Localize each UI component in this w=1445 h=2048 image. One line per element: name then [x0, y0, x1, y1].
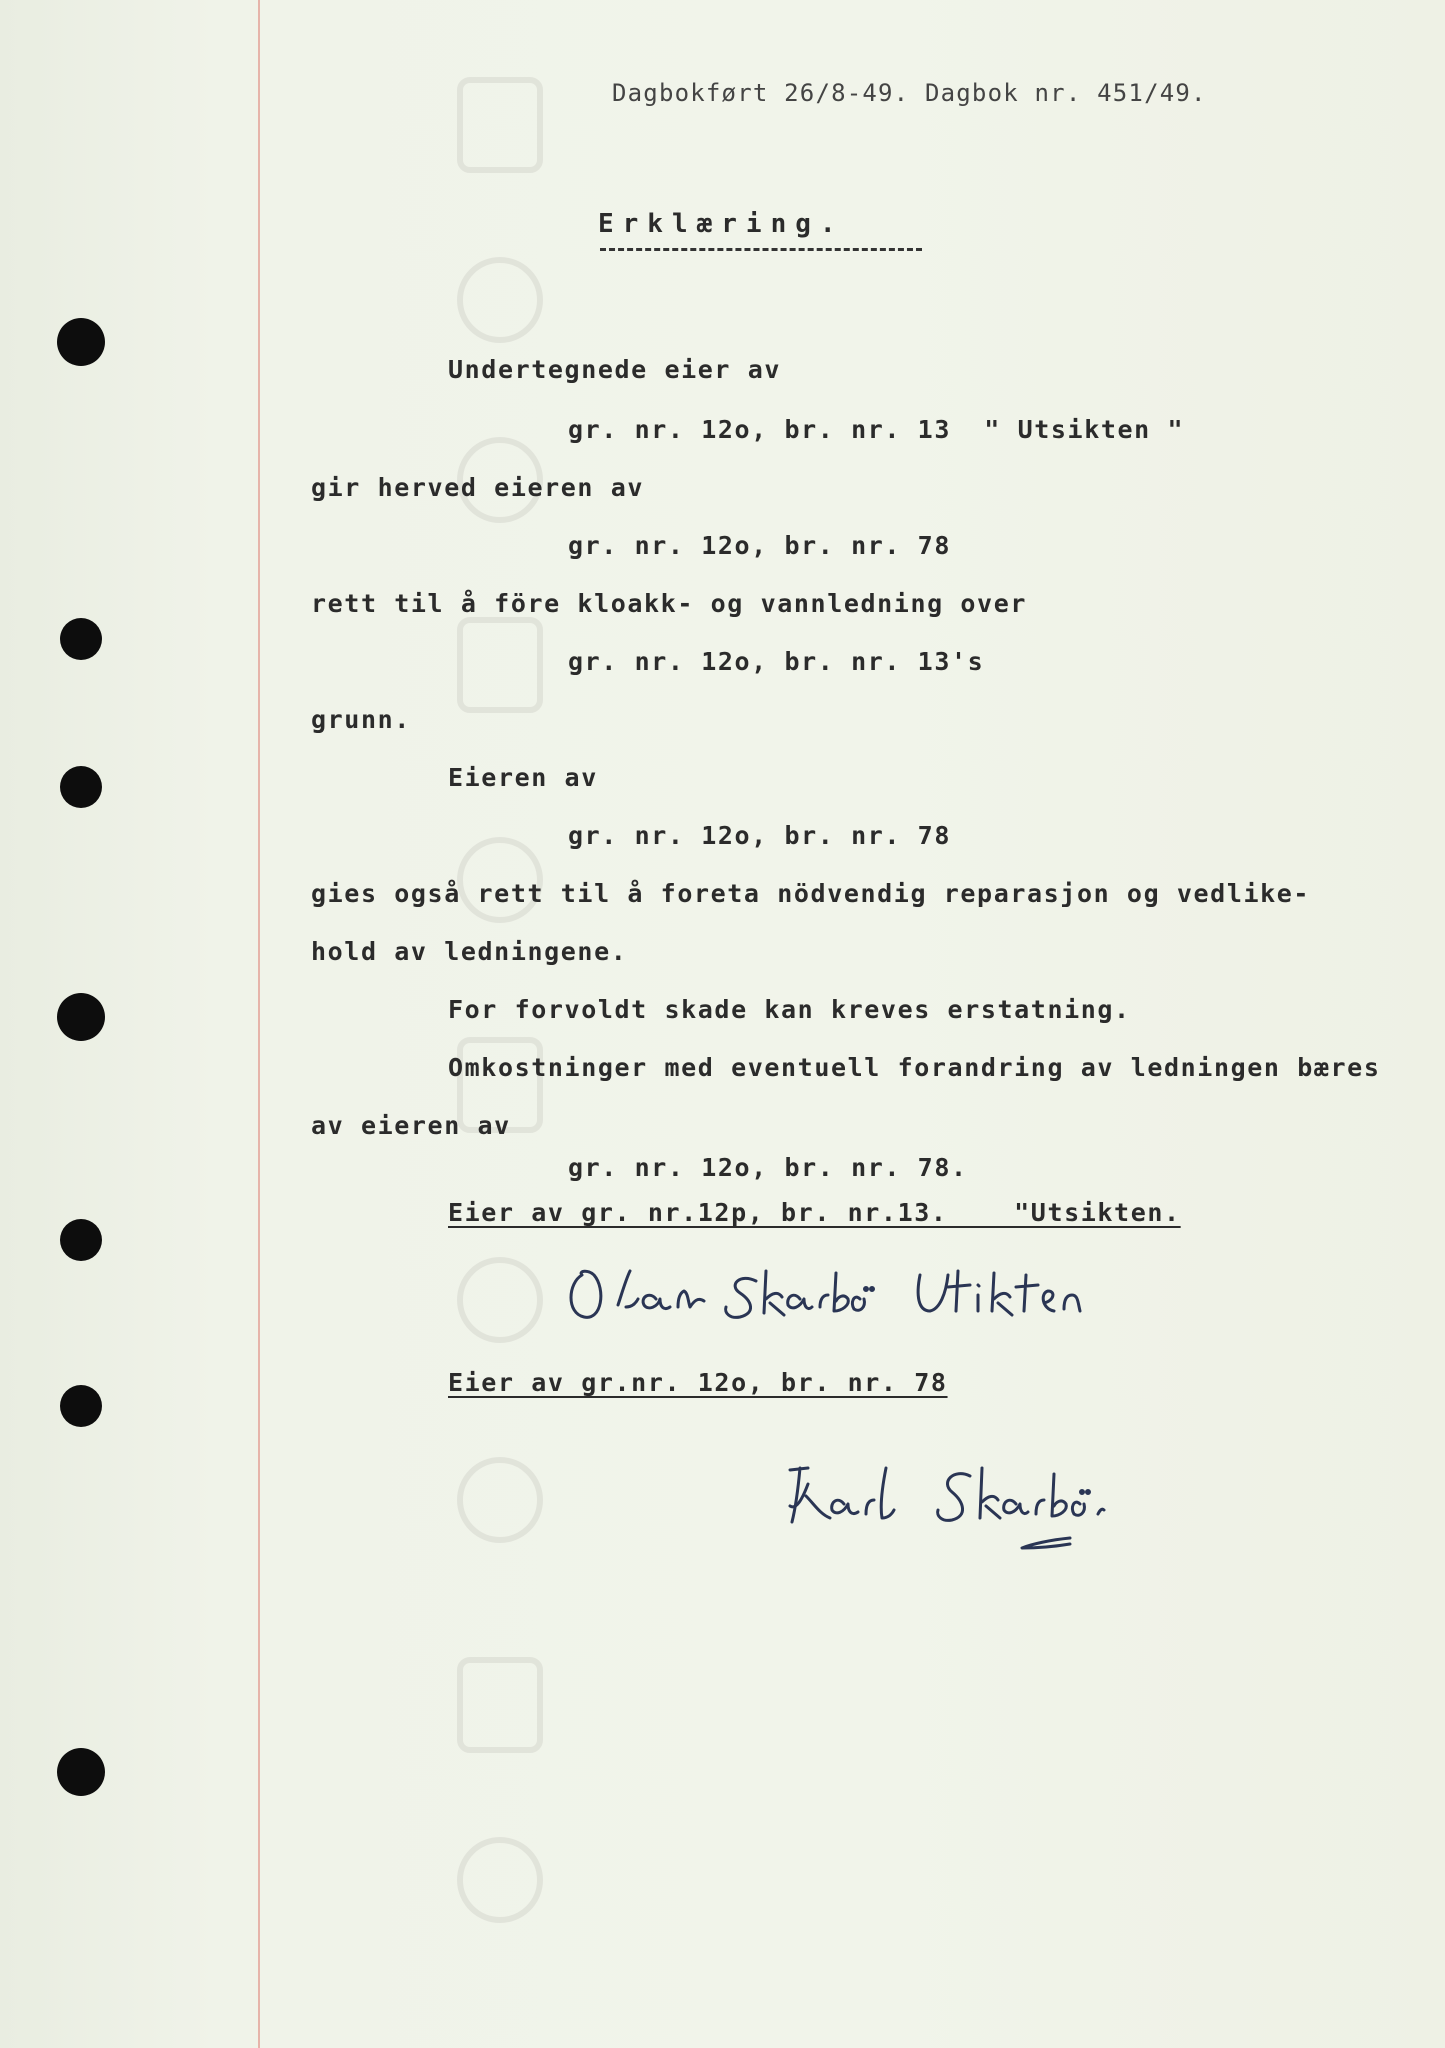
body-line: Eieren av [448, 763, 598, 792]
binder-hole [60, 766, 102, 808]
binder-hole [57, 318, 105, 366]
signatory-label: Eier av gr. nr.12p, br. nr.13. "Utsikten. [448, 1198, 1181, 1227]
body-line: gies også rett til å foreta nödvendig reparasjon og vedlike- [311, 879, 1311, 908]
binder-hole [57, 993, 105, 1041]
body-line: For forvoldt skade kan kreves erstatning. [448, 995, 1131, 1024]
body-line: rett til å före kloakk- og vannledning over [311, 589, 1028, 618]
binder-hole [60, 1385, 102, 1427]
binder-hole [60, 1219, 102, 1261]
body-line: gr. nr. 12o, br. nr. 78. [568, 1153, 968, 1182]
title-underline [600, 248, 922, 251]
body-line: av eieren av [311, 1111, 511, 1140]
body-line: hold av ledningene. [311, 937, 628, 966]
body-line: Omkostninger med eventuell forandring av ledningen bæres [448, 1053, 1381, 1082]
body-line: gr. nr. 12o, br. nr. 13 " Utsikten " [568, 415, 1185, 444]
binder-hole [57, 1748, 105, 1796]
document-title: Erklæring. [598, 209, 845, 239]
registration-note: Dagbokført 26/8-49. Dagbok nr. 451/49. [612, 79, 1207, 107]
margin-rule [258, 0, 260, 2048]
signatory-label: Eier av gr.nr. 12o, br. nr. 78 [448, 1368, 948, 1397]
body-line: gr. nr. 12o, br. nr. 78 [568, 821, 951, 850]
body-line: gr. nr. 12o, br. nr. 78 [568, 531, 951, 560]
body-line: gr. nr. 12o, br. nr. 13's [568, 647, 985, 676]
body-line: gir herved eieren av [311, 473, 645, 502]
binder-hole [60, 618, 102, 660]
signature-olav-skarbo [560, 1245, 1210, 1335]
signature-karl-skarbo [770, 1440, 1230, 1560]
body-line: Undertegnede eier av [448, 355, 782, 384]
body-line: grunn. [311, 705, 411, 734]
